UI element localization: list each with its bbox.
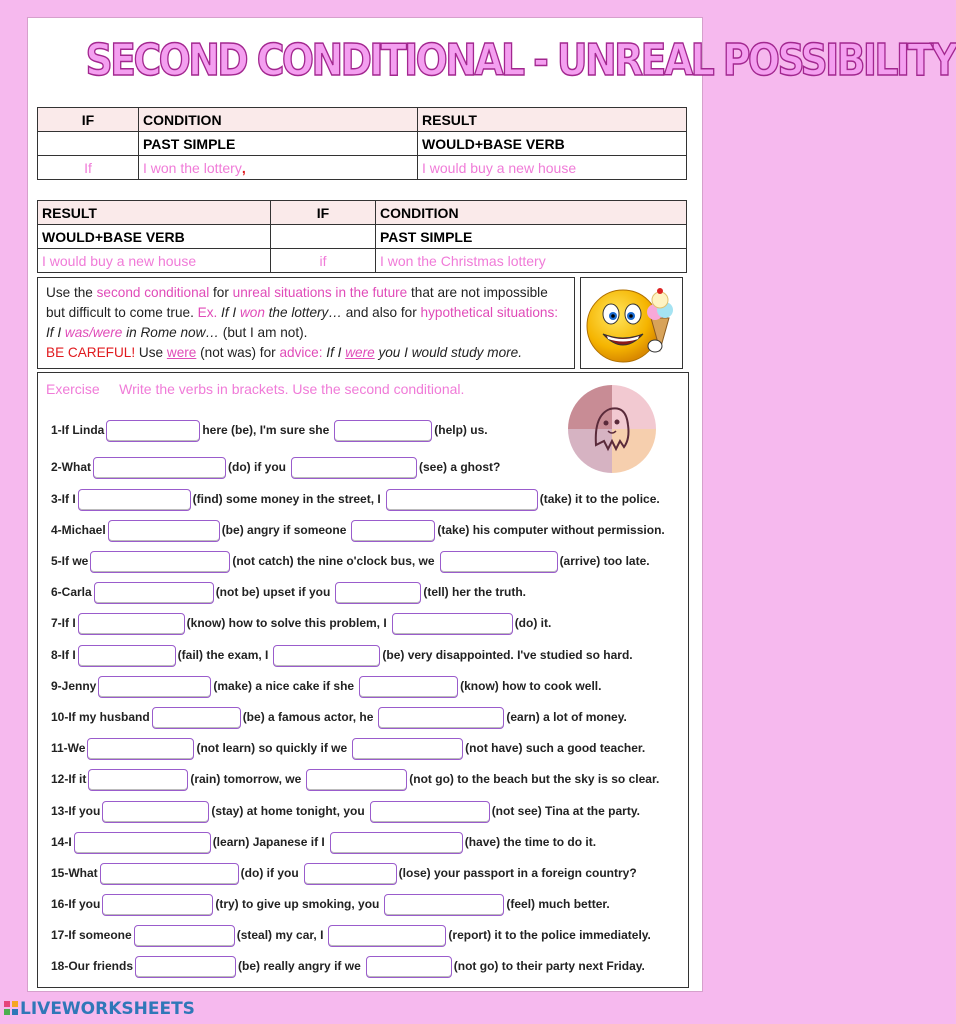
header-condition: CONDITION bbox=[376, 201, 687, 225]
note-example: If I bbox=[46, 325, 65, 340]
answer-input[interactable] bbox=[102, 801, 209, 823]
note-example-verb: were bbox=[345, 345, 375, 360]
answer-input[interactable] bbox=[330, 832, 463, 854]
emoji-illustration bbox=[580, 277, 683, 369]
smiley-ice-cream-icon bbox=[581, 278, 682, 368]
exercise-item-middle: (stay) at home tonight, you bbox=[211, 804, 365, 818]
answer-input[interactable] bbox=[335, 582, 421, 604]
exercise-item bbox=[51, 737, 645, 759]
exercise-item-middle: (be) a famous actor, he bbox=[242, 710, 374, 724]
exercise-item-end: (know) how to cook well. bbox=[460, 679, 602, 693]
exercise-item-middle: (not catch) the nine o'clock bus, we bbox=[232, 554, 435, 568]
exercise-item bbox=[51, 800, 640, 822]
answer-input[interactable] bbox=[328, 925, 446, 947]
exercise-item bbox=[51, 955, 645, 977]
answer-input[interactable] bbox=[366, 956, 452, 978]
answer-input[interactable] bbox=[384, 894, 504, 916]
exercise-item-middle: (do) if you bbox=[228, 460, 286, 474]
exercise-item-start: 6-Carla bbox=[51, 585, 92, 599]
answer-input[interactable] bbox=[370, 801, 490, 823]
note-text: (but I am not). bbox=[219, 325, 308, 340]
exercise-item-end: (not have) such a good teacher. bbox=[465, 741, 646, 755]
answer-input[interactable] bbox=[88, 769, 188, 791]
note-example-verb: won bbox=[239, 305, 265, 320]
note-highlight: advice: bbox=[279, 345, 323, 360]
exercise-item-middle: (not be) upset if you bbox=[215, 585, 331, 599]
exercise-item-start: 11-We bbox=[51, 741, 86, 755]
exercise-item-end: (tell) her the truth. bbox=[423, 585, 527, 599]
exercise-item bbox=[51, 456, 500, 478]
exercise-item-end: (see) a ghost? bbox=[418, 460, 501, 474]
exercise-item-end: (do) it. bbox=[514, 616, 552, 630]
exercise-item-start: 10-If my husband bbox=[51, 710, 150, 724]
answer-input[interactable] bbox=[100, 863, 239, 885]
exercise-item-middle: (do) if you bbox=[240, 866, 299, 880]
exercise-label: Exercise bbox=[46, 381, 100, 397]
exercise-item-start: 2-What bbox=[51, 460, 91, 474]
be-careful-label: BE CAREFUL! bbox=[46, 345, 136, 360]
exercise-item-start: 17-If someone bbox=[51, 928, 132, 942]
exercise-item-start: 1-If Linda bbox=[51, 423, 105, 437]
exercise-item-end: (take) his computer without permission. bbox=[437, 523, 665, 537]
note-text: that are not impossible but difficult to come true. bbox=[46, 285, 548, 320]
header-result: RESULT bbox=[38, 201, 271, 225]
exercise-item bbox=[51, 924, 651, 946]
note-text: Use bbox=[135, 345, 167, 360]
exercise-item-start: 7-If I bbox=[51, 616, 76, 630]
exercise-item-end: (earn) a lot of money. bbox=[506, 710, 627, 724]
exercise-item-middle: (make) a nice cake if she bbox=[213, 679, 355, 693]
note-example: If I bbox=[217, 305, 240, 320]
header-if: IF bbox=[271, 201, 376, 225]
exercise-item-start: 15-What bbox=[51, 866, 98, 880]
answer-input[interactable] bbox=[291, 457, 417, 479]
exercise-item-end: (take) it to the police. bbox=[539, 492, 660, 506]
note-example: you I would study more. bbox=[374, 345, 523, 360]
grammar-explanation bbox=[37, 277, 575, 369]
exercise-item-middle: (be) really angry if we bbox=[238, 959, 361, 973]
answer-input[interactable] bbox=[392, 613, 513, 635]
note-example-label: Ex. bbox=[197, 305, 218, 320]
header-result: RESULT bbox=[418, 108, 687, 132]
note-highlight: hypothetical situations: bbox=[420, 305, 559, 320]
sub-would-base-verb: WOULD+BASE VERB bbox=[38, 225, 271, 249]
answer-input[interactable] bbox=[306, 769, 407, 791]
header-if: IF bbox=[38, 108, 139, 132]
logo-icon bbox=[4, 1001, 18, 1015]
exercise-item-start: 3-If I bbox=[51, 492, 76, 506]
sub-past-simple: PAST SIMPLE bbox=[139, 132, 418, 156]
exercise-item-start: 4-Michael bbox=[51, 523, 106, 537]
exercise-item-end: (have) the time to do it. bbox=[464, 835, 597, 849]
exercise-item-start: 14-I bbox=[51, 835, 72, 849]
answer-input[interactable] bbox=[386, 489, 538, 511]
exercise-item-middle: here (be), I'm sure she bbox=[202, 423, 330, 437]
exercise-item bbox=[51, 644, 633, 666]
answer-input[interactable] bbox=[135, 956, 236, 978]
example-result: I would buy a new house bbox=[38, 249, 271, 273]
note-text: for bbox=[209, 285, 233, 300]
sub-if bbox=[38, 132, 139, 156]
if-condition-result-table bbox=[37, 107, 687, 180]
exercise-item bbox=[51, 488, 660, 510]
logo-text: LIVEWORKSHEETS bbox=[20, 999, 195, 1019]
answer-input[interactable] bbox=[440, 551, 558, 573]
exercise-item bbox=[51, 706, 627, 728]
answer-input[interactable] bbox=[106, 420, 200, 442]
exercise-item-end: (not go) to the beach but the sky is so clear. bbox=[409, 772, 660, 786]
answer-input[interactable] bbox=[98, 676, 211, 698]
exercise-item-middle: (not learn) so quickly if we bbox=[196, 741, 348, 755]
exercise-item-start: 9-Jenny bbox=[51, 679, 97, 693]
note-highlight: unreal situations in the future bbox=[232, 285, 408, 300]
answer-input[interactable] bbox=[334, 420, 432, 442]
answer-input[interactable] bbox=[94, 582, 214, 604]
exercise-item-middle: (rain) tomorrow, we bbox=[190, 772, 302, 786]
example-condition-text: I won the lottery bbox=[143, 159, 242, 176]
answer-input[interactable] bbox=[108, 520, 220, 542]
exercise-item bbox=[51, 768, 659, 790]
exercise-item bbox=[51, 831, 596, 853]
exercise-item-end: (lose) your passport in a foreign country? bbox=[398, 866, 637, 880]
answer-input[interactable] bbox=[134, 925, 235, 947]
example-condition: I won the Christmas lottery bbox=[376, 249, 687, 273]
exercise-item-end: (help) us. bbox=[434, 423, 488, 437]
answer-input[interactable] bbox=[352, 738, 463, 760]
exercise-instruction: Write the verbs in brackets. Use the second conditional. bbox=[119, 381, 465, 397]
note-text: (not was) for bbox=[196, 345, 280, 360]
exercise-item bbox=[51, 419, 488, 441]
answer-input[interactable] bbox=[351, 520, 435, 542]
sub-would-base-verb: WOULD+BASE VERB bbox=[418, 132, 687, 156]
exercise-item-middle: (learn) Japanese if I bbox=[212, 835, 325, 849]
exercise-item-middle: (be) angry if someone bbox=[221, 523, 347, 537]
answer-input[interactable] bbox=[74, 832, 211, 854]
answer-input[interactable] bbox=[90, 551, 230, 573]
example-condition bbox=[139, 156, 418, 180]
example-if: if bbox=[271, 249, 376, 273]
answer-input[interactable] bbox=[102, 894, 213, 916]
exercise-item-start: 8-If I bbox=[51, 648, 76, 662]
exercise-item-start: 18-Our friends bbox=[51, 959, 134, 973]
sub-if bbox=[271, 225, 376, 249]
exercise-item-end: (not go) to their party next Friday. bbox=[453, 959, 645, 973]
exercise-item bbox=[51, 675, 601, 697]
exercise-item bbox=[51, 519, 665, 541]
example-if: If bbox=[38, 156, 139, 180]
page-title: SECOND CONDITIONAL - UNREAL POSSIBILITY bbox=[85, 35, 956, 86]
exercise-item-middle: (try) to give up smoking, you bbox=[215, 897, 380, 911]
answer-input[interactable] bbox=[93, 457, 226, 479]
note-example: the lottery… bbox=[264, 305, 342, 320]
exercise-item-middle: (steal) my car, I bbox=[236, 928, 324, 942]
answer-input[interactable] bbox=[304, 863, 397, 885]
exercise-item bbox=[51, 612, 551, 634]
exercise-item-start: 5-If we bbox=[51, 554, 89, 568]
exercise-item-middle: (find) some money in the street, I bbox=[192, 492, 381, 506]
example-comma: , bbox=[241, 159, 246, 176]
note-example-verb: was/were bbox=[64, 325, 123, 340]
answer-input[interactable] bbox=[359, 676, 458, 698]
exercise-item bbox=[51, 862, 637, 884]
answer-input[interactable] bbox=[87, 738, 194, 760]
exercise-item-start: 16-If you bbox=[51, 897, 101, 911]
answer-input[interactable] bbox=[78, 613, 185, 635]
exercise-item-start: 13-If you bbox=[51, 804, 101, 818]
exercise-item-end: (feel) much better. bbox=[506, 897, 610, 911]
answer-input[interactable] bbox=[78, 645, 176, 667]
exercise-item-end: (not see) Tina at the party. bbox=[491, 804, 640, 818]
note-highlight: were bbox=[166, 345, 197, 360]
note-text: and also for bbox=[341, 305, 421, 320]
exercise-item bbox=[51, 581, 526, 603]
exercise-item-middle: (fail) the exam, I bbox=[177, 648, 269, 662]
answer-input[interactable] bbox=[378, 707, 504, 729]
exercise-item-end: (report) it to the police immediately. bbox=[448, 928, 651, 942]
exercise-item bbox=[51, 893, 610, 915]
liveworksheets-logo bbox=[4, 998, 195, 1020]
ghost-icon bbox=[568, 385, 656, 473]
exercise-item-middle: (know) how to solve this problem, I bbox=[186, 616, 387, 630]
note-text: Use the bbox=[46, 285, 97, 300]
result-if-condition-table bbox=[37, 200, 687, 273]
note-highlight: second conditional bbox=[96, 285, 210, 300]
exercise-item bbox=[51, 550, 650, 572]
exercise-item-end: (be) very disappointed. I've studied so hard. bbox=[382, 648, 633, 662]
answer-input[interactable] bbox=[273, 645, 380, 667]
example-result: I would buy a new house bbox=[418, 156, 687, 180]
sub-past-simple: PAST SIMPLE bbox=[376, 225, 687, 249]
header-condition: CONDITION bbox=[139, 108, 418, 132]
answer-input[interactable] bbox=[152, 707, 241, 729]
exercise-item-end: (arrive) too late. bbox=[559, 554, 650, 568]
answer-input[interactable] bbox=[78, 489, 191, 511]
exercise-heading bbox=[46, 381, 464, 397]
note-example: in Rome now… bbox=[122, 325, 220, 340]
note-example: If I bbox=[322, 345, 346, 360]
exercise-item-start: 12-If it bbox=[51, 772, 87, 786]
